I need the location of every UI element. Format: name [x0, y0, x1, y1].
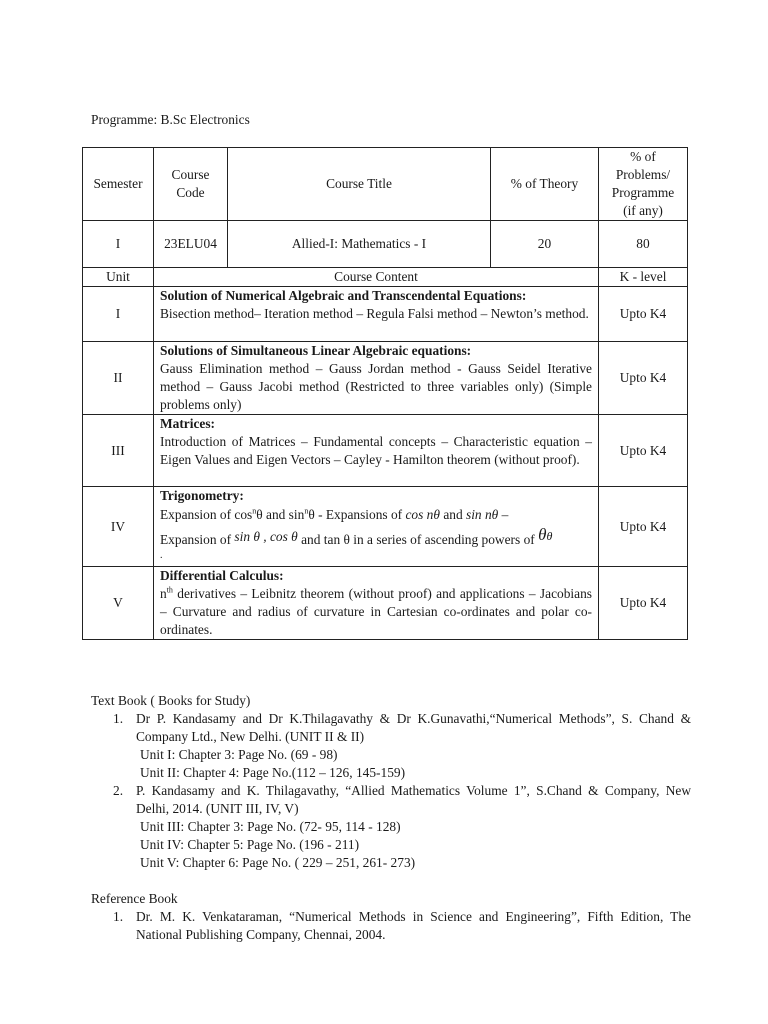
header-semester: Semester: [83, 148, 154, 221]
unit-number: I: [83, 287, 154, 342]
formula-sin-n-theta: sin nθ: [466, 507, 499, 522]
text-book-heading: Text Book ( Books for Study): [91, 693, 251, 708]
unit-number: III: [83, 415, 154, 487]
reference-book-heading: Reference Book: [91, 891, 178, 906]
list-item: 1. Dr P. Kandasamy and Dr K.Thilagavathy & Dr K.Gunavathi,“Numerical Methods”, S. Chand & Company Ltd., New Delhi. (UNIT II & II) Unit I: Chapter 3: Page No. (69 - 98) Unit II: Chapter 4: Page No.(112 – 126, 145-159): [113, 711, 691, 780]
course-semester: I: [83, 221, 154, 268]
header-course-title: Course Title: [228, 148, 491, 221]
unit-level: Upto K4: [599, 415, 688, 487]
programme-label: Programme: B.Sc Electronics: [91, 112, 250, 127]
unit-content: [154, 287, 599, 342]
book-citation: Dr P. Kandasamy and Dr K.Thilagavathy & Dr K.Gunavathi,“Numerical Methods”, S. Chand & Company Ltd., New Delhi. (UNIT II & II): [136, 711, 691, 744]
unit-title: Solutions of Simultaneous Linear Algebraic equations:: [160, 343, 472, 358]
unit-title: Trigonometry:: [160, 488, 244, 503]
unit-row: [83, 415, 688, 487]
unit-content: [154, 487, 599, 567]
book-citation: Dr. M. K. Venkataraman, “Numerical Methods in Science and Engineering”, Fifth Edition, The National Publishing Company, Chennai, 2004.: [136, 909, 691, 942]
unit-title: Solution of Numerical Algebraic and Transcendental Equations:: [160, 288, 527, 303]
unit-level: Upto K4: [599, 287, 688, 342]
formula-theta: θ: [538, 525, 547, 544]
course-percent-theory: 20: [491, 221, 599, 268]
header-row: [83, 148, 688, 221]
formula-cos-n-theta: cos nθ: [405, 507, 440, 522]
content-header-row: [83, 268, 688, 287]
list-item: 2. P. Kandasamy and K. Thilagavathy, “Allied Mathematics Volume 1”, S.Chand & Company, New Delhi, 2014. (UNIT III, IV, V) Unit III: Chapter 3: Page No. (72- 95, 114 - 128) Unit IV: Chapter 5: Page No. (196 - 211) Unit V: Chapter 6: Page No. ( 229 – 251, 261- 273): [113, 783, 691, 870]
unit-content: [154, 567, 599, 640]
book-unit-reference: Unit I: Chapter 3: Page No. (69 - 98): [140, 747, 338, 762]
unit-row: [83, 567, 688, 640]
unit-body-line2: Expansion of sin θ , cos θ and tan θ in a series of ascending powers of θθ: [160, 525, 553, 547]
book-unit-reference: Unit V: Chapter 6: Page No. ( 229 – 251, 261- 273): [140, 855, 416, 870]
unit-content: [154, 342, 599, 415]
header-course-code: Course Code: [154, 148, 228, 221]
formula-theta-small: θ: [546, 529, 553, 543]
unit-row: [83, 342, 688, 415]
books-section: [91, 692, 691, 944]
text-book-list: [91, 710, 691, 872]
unit-body: Gauss Elimination method – Gauss Jordan method - Gauss Seidel Iterative method – Gauss Jacobi method (Restricted to three variables only) (Simple problems only): [160, 361, 592, 412]
header-percent-theory: % of Theory: [491, 148, 599, 221]
list-item: 1. Dr. M. K. Venkataraman, “Numerical Methods in Science and Engineering”, Fifth Edition, The National Publishing Company, Chennai, 2004.: [113, 909, 691, 942]
unit-body: $n^{th}$ derivatives – Leibnitz theorem (without proof) and applications – Jacobians – Curvature and radius of curvature in Cartesian co-ordinates and polar co-ordinates.: [160, 585, 592, 637]
course-code: 23ELU04: [154, 221, 228, 268]
content-header-unit: Unit: [83, 268, 154, 287]
unit-body-line3: .: [160, 550, 163, 561]
unit-row: [83, 287, 688, 342]
book-unit-reference: Unit IV: Chapter 5: Page No. (196 - 211): [140, 837, 360, 852]
reference-book-list: [91, 908, 691, 944]
unit-body: Expansion of $\cos^n\theta$ and $\sin^n\theta$ - Expansions of cos nθ and sin nθ –: [160, 506, 509, 522]
course-title: Allied-I: Mathematics - I: [228, 221, 491, 268]
unit-row: [83, 487, 688, 567]
unit-content: [154, 415, 599, 487]
unit-body: Bisection method– Iteration method – Regula Falsi method – Newton’s method.: [160, 306, 589, 321]
unit-title: Matrices:: [160, 416, 216, 431]
book-unit-reference: Unit III: Chapter 3: Page No. (72- 95, 114 - 128): [140, 819, 401, 834]
unit-number: IV: [83, 487, 154, 567]
formula-sin-cos-theta: sin θ , cos θ: [234, 529, 298, 544]
unit-level: Upto K4: [599, 342, 688, 415]
unit-body: Introduction of Matrices – Fundamental concepts – Characteristic equation – Eigen Values and Eigen Vectors – Cayley - Hamilton theorem (without proof).: [160, 434, 592, 467]
unit-number: V: [83, 567, 154, 640]
course-percent-problems: 80: [599, 221, 688, 268]
content-header-content: Course Content: [154, 268, 599, 287]
unit-title: Differential Calculus:: [160, 568, 284, 583]
content-header-level: K - level: [599, 268, 688, 287]
course-row: [83, 221, 688, 268]
unit-level: Upto K4: [599, 567, 688, 640]
unit-level: Upto K4: [599, 487, 688, 567]
book-unit-reference: Unit II: Chapter 4: Page No.(112 – 126, 145-159): [140, 765, 406, 780]
header-percent-problems: % of Problems/ Programme (if any): [599, 148, 688, 221]
book-citation: P. Kandasamy and K. Thilagavathy, “Allied Mathematics Volume 1”, S.Chand & Company, New Delhi, 2014. (UNIT III, IV, V): [136, 783, 691, 816]
unit-number: II: [83, 342, 154, 415]
syllabus-table: [82, 147, 688, 640]
